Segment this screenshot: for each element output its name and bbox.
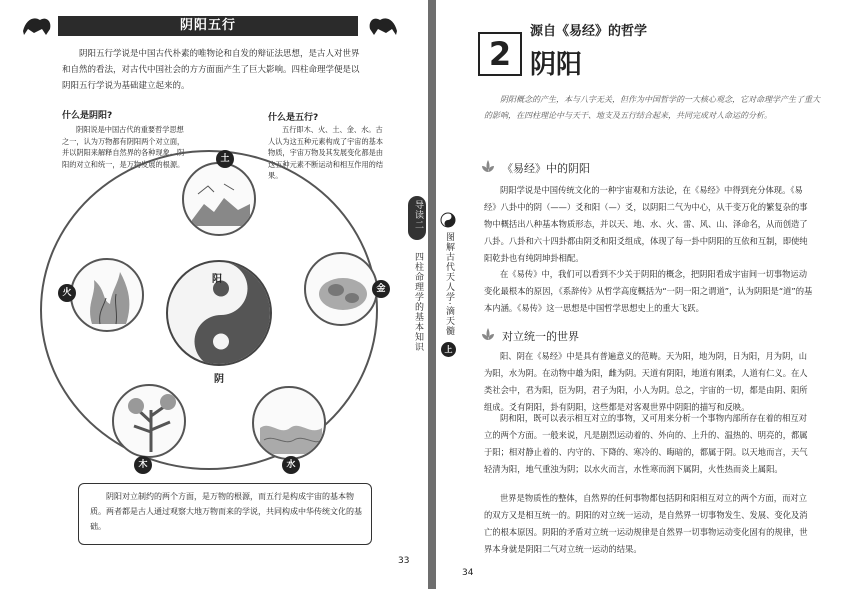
wuxing-question: 什么是五行? bbox=[268, 113, 319, 123]
abstract-text: 阴阳概念的产生，本与八字无关，但作为中国哲学的一大核心观念，它对命理学产生了重大的影响，在四柱理论中与天干、地支及五行结合起来，共同完成对人命运的分析。 bbox=[484, 95, 820, 120]
metal-illustration bbox=[304, 252, 378, 326]
yinyang-answer: 阴阳说是中国古代的重要哲学思想之一，认为万物都有阴阳两个对立面，并以阴阳来解释自然界的各种现象。阴阳的对立和统一，是万物发展的根源。 bbox=[62, 125, 185, 169]
section-2-para-1: 阳、阴在《易经》中是具有普遍意义的范畴。天为阳，地为阴，日为阳，月为阴，山为阳，水为阴。在动物中雄为阳，雌为阴。天道有阴阳，地道有刚柔，人道有仁义。在人类社会中，君为阳，臣为阴，君子为阳，小人为阴。总之，宇宙的一切，都是由阴、阳所组成。爻有阴阳，卦有阴阳，这些都是对客观世界中阴阳的描写和反映。 bbox=[484, 351, 808, 412]
section-1-para-2: 在《易传》中，我们可以看到不少关于阴阳的概念，把阴阳看成宇宙间一切事物运动变化最根本的原因，《系辞传》从哲学高度概括为“一阴一阳之谓道”，认为阴阳是“道”的基本内涵。《易传》这一思想是中国哲学思想史上的重大飞跃。 bbox=[484, 269, 813, 313]
yin-yang-icon bbox=[440, 212, 456, 228]
lotus-icon bbox=[480, 158, 496, 174]
page-number: 34 bbox=[462, 568, 474, 578]
wuxing-answer: 五行即木、火、土、金、水。古人认为这五种元素构成了宇宙的基本物质，宇宙万物及其发展变化都是由这五种元素不断运动和相互作用的结果。 bbox=[268, 125, 384, 180]
source-subtitle: 源自《易经》的哲学 bbox=[530, 24, 648, 39]
wood-illustration bbox=[112, 384, 186, 458]
element-wood-badge: 木 bbox=[134, 456, 152, 474]
section-2-title: 对立统一的世界 bbox=[502, 330, 579, 343]
element-water-badge: 水 bbox=[282, 456, 300, 474]
page-title: 阴阳 bbox=[530, 50, 583, 80]
section-1-para-1: 阴阳学说是中国传统文化的一种宇宙观和方法论，在《易经》中得到充分体现。《易经》八卦中的阴（——）爻和阳（—）爻，以阴阳二气为中心，从千变万化的繁复杂的事物中概括出八种基本物质形态，并以天、地、水、火、雷、风、山、泽命名，从而创造了八卦。八卦和六十四卦都由阴爻和阳爻组成，体现了每一卦中阴阳的互依和互制，即使纯阳乾卦也有纯阴坤卦相配。 bbox=[484, 185, 808, 263]
section-2-para-3: 世界是物质性的整体，自然界的任何事物都包括阴和阳相互对立的两个方面，而对立的双方又是相互统一的。阴阳的对立统一运动，是自然界一切事物发生、发展、变化及消亡的根本原因。阴阳的矛盾对立统一运动规律是自然界一切事物运动变化固有的规律，世界本身就是阴阳二气对立统一运动的结果。 bbox=[484, 493, 808, 554]
side-chapter-tab: 导读二 bbox=[413, 200, 423, 230]
book-series-label: 图解古代天人学·滴天髓 bbox=[444, 232, 454, 336]
page-number: 33 bbox=[398, 556, 410, 566]
side-chapter-label: 四柱命理学的基本知识 bbox=[413, 252, 423, 352]
lotus-icon bbox=[480, 326, 496, 342]
right-page bbox=[436, 0, 868, 589]
summary-text: 阴阳对立制约的两个方面，是万物的根源，而五行是构成宇宙的基本物质。两者都是古人通过观察大地万物而来的学说，共同构成中华传统文化的基础。 bbox=[90, 492, 362, 531]
element-earth-badge: 土 bbox=[216, 150, 234, 168]
lion-ornament-icon bbox=[366, 11, 400, 39]
section-2-para-2: 阴和阳，既可以表示相互对立的事物，又可用来分析一个事物内部所存在着的相互对立的两个方面。一般来说，凡是剧烈运动着的、外向的、上升的、温热的、明亮的，都属于阳；相对静止着的、内守的、下降的、寒冷的、晦暗的，都属于阴。以天地而言，天气轻清为阳，地气重浊为阴；以水火而言，水性寒而润下属阴，火性热而炎上属阳。 bbox=[484, 413, 808, 474]
chapter-number: 2 bbox=[478, 32, 522, 76]
element-metal-badge: 金 bbox=[372, 280, 390, 298]
lion-ornament-icon bbox=[20, 11, 54, 39]
volume-badge: 上 bbox=[441, 342, 456, 357]
yinyang-question: 什么是阴阳? bbox=[62, 111, 113, 121]
intro-text: 阴阳五行学说是中国古代朴素的唯物论和自发的辩证法思想，是古人对世界和自然的看法，对古代中国社会的方方面面产生了巨大影响。四柱命理学便是以阴阳五行学说为基础建立起来的。 bbox=[62, 49, 360, 91]
yang-label: 阳 bbox=[212, 274, 222, 285]
left-page bbox=[0, 0, 428, 589]
element-fire-badge: 火 bbox=[58, 284, 76, 302]
water-illustration bbox=[252, 386, 326, 460]
yin-label: 阴 bbox=[214, 374, 224, 385]
section-header: 阴阳五行 bbox=[58, 16, 358, 36]
earth-illustration bbox=[182, 162, 256, 236]
section-1-title: 《易经》中的阴阳 bbox=[502, 162, 590, 175]
fire-illustration bbox=[70, 258, 144, 332]
